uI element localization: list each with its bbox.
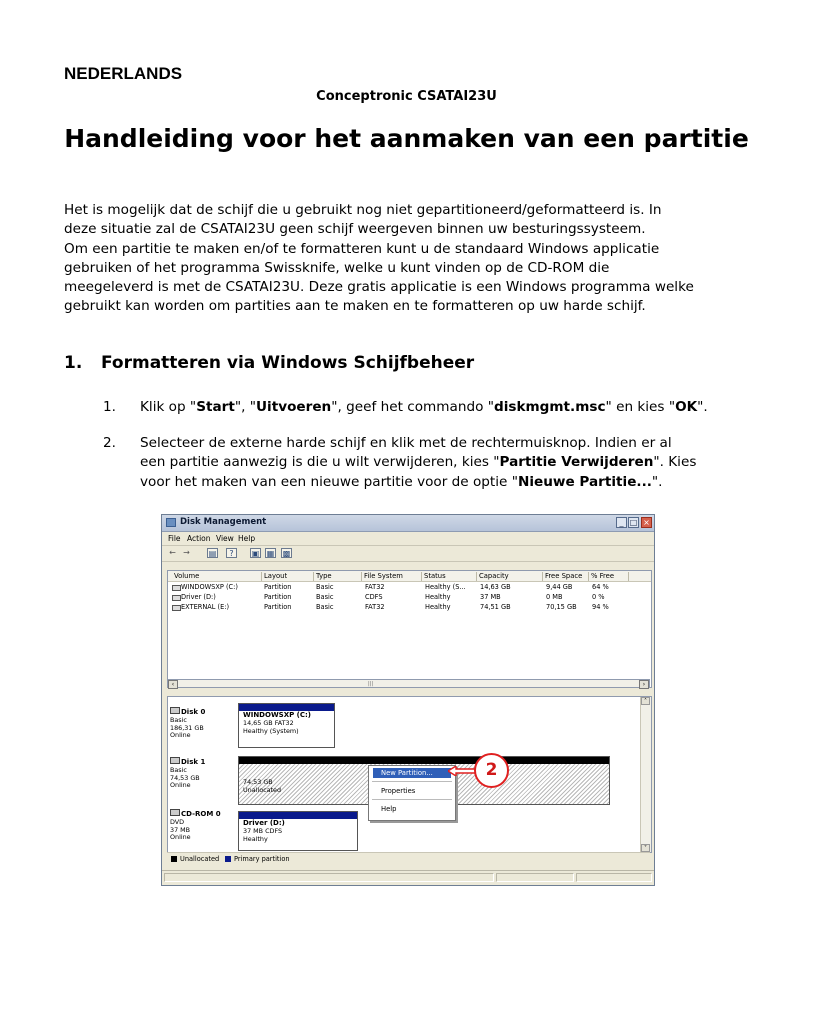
text: ". <box>651 473 663 490</box>
forward-arrow-icon[interactable]: → <box>183 548 190 557</box>
text: ". <box>697 399 708 415</box>
maximize-icon[interactable]: □ <box>629 518 638 527</box>
menu-item-properties[interactable]: Properties <box>381 787 416 795</box>
section-number: 1. <box>64 353 83 373</box>
status-segment <box>576 873 652 882</box>
volume-type: Basic <box>316 583 334 591</box>
partition-status: Healthy (System) <box>243 726 299 735</box>
callout-number: 2 <box>474 753 509 788</box>
column-header[interactable]: Type <box>314 572 362 581</box>
legend-label: Primary partition <box>234 855 290 863</box>
disk-label[interactable] <box>170 707 236 740</box>
intro-line: Het is mogelijk dat de schijf die u gebruikt nog niet gepartitioneerd/geformatteerd is. In <box>64 202 662 218</box>
volume-status: Healthy <box>425 603 451 611</box>
disk-label[interactable] <box>170 809 236 842</box>
menu-separator <box>372 799 452 800</box>
disk-management-icon <box>166 518 176 527</box>
volume-name: EXTERNAL (E:) <box>172 603 229 611</box>
disk-icon <box>170 707 180 714</box>
primary-partition-stripe <box>239 812 357 819</box>
volume-status: Healthy <box>425 593 451 601</box>
disk-size: 186,31 GB <box>170 723 204 732</box>
text: ", geef het commando " <box>331 399 494 415</box>
intro-line: gebruiken of het programma Swissknife, welke u kunt vinden op de CD-ROM die <box>64 259 610 276</box>
volume-layout: Partition <box>264 593 292 601</box>
menu-help[interactable]: Help <box>238 534 256 543</box>
close-icon[interactable]: × <box>641 517 652 528</box>
callout-arrow-icon <box>448 766 476 776</box>
bold-term: OK <box>675 399 698 415</box>
partition-name: WINDOWSXP (C:) <box>243 711 312 719</box>
menu-separator <box>372 781 452 782</box>
disk-name: CD-ROM 0 <box>181 810 221 818</box>
column-header[interactable]: Status <box>422 572 477 581</box>
text: " en kies " <box>605 399 676 415</box>
help-icon[interactable]: ▣ <box>251 549 260 558</box>
minimize-icon[interactable]: _ <box>616 517 627 528</box>
window-title: Disk Management <box>180 517 267 527</box>
connect-icon[interactable]: ▦ <box>266 549 275 558</box>
volume-row[interactable] <box>168 602 651 612</box>
step-2 <box>103 434 763 492</box>
intro-line: deze situatie zal de CSATAI23U geen schijf weergeven binnen uw besturingssysteem. <box>64 221 646 238</box>
status-segment <box>496 873 574 882</box>
properties-icon[interactable]: ? <box>226 548 237 558</box>
disk-kind: Basic <box>170 765 187 774</box>
vertical-scrollbar[interactable] <box>640 697 651 852</box>
text: een partitie aanwezig is die u wilt verwijderen, kies " <box>140 454 500 471</box>
column-header[interactable]: Layout <box>262 572 314 581</box>
volume-fs: FAT32 <box>365 583 385 591</box>
intro-line: Om een partitie te maken en/of te formatteren kunt u de standaard Windows applicatie <box>64 240 660 257</box>
volume-pct-free: 64 % <box>592 583 609 591</box>
toolbar <box>162 546 654 562</box>
text: ", " <box>234 399 257 415</box>
volume-row[interactable] <box>168 592 651 602</box>
intro-line: gebruikt kan worden om partities aan te maken en te formatteren op uw harde schijf. <box>64 298 646 315</box>
disk-state: Online <box>170 833 191 842</box>
partition-status: Healthy <box>243 834 268 843</box>
volume-status: Healthy (S... <box>425 583 466 591</box>
volume-layout: Partition <box>264 603 292 611</box>
step-1 <box>103 398 763 417</box>
console-tree-icon[interactable]: ▤ <box>208 549 217 558</box>
unallocated-swatch <box>171 856 177 862</box>
menu-view[interactable]: View <box>216 534 234 543</box>
intro-paragraph <box>64 201 764 317</box>
bold-term: Uitvoeren <box>256 399 332 415</box>
disk-state: Online <box>170 731 191 740</box>
partition-info: 74,53 GB <box>243 778 273 786</box>
document-title: Handleiding voor het aanmaken van een partitie <box>64 124 749 153</box>
volume-type: Basic <box>316 603 334 611</box>
disk-kind: DVD <box>170 817 185 826</box>
partition-block[interactable] <box>238 811 358 851</box>
volume-name: WINDOWSXP (C:) <box>172 583 238 591</box>
step-text <box>140 434 763 492</box>
context-menu <box>368 765 456 821</box>
window-titlebar <box>162 515 654 532</box>
cdrom-icon <box>170 809 180 816</box>
menu-action[interactable]: Action <box>187 534 211 543</box>
intro-line: meegeleverd is met de CSATAI23U. Deze gratis applicatie is een Windows programma welke <box>64 279 694 296</box>
partition-block[interactable] <box>238 703 335 748</box>
volume-pct-free: 94 % <box>592 603 609 611</box>
partition-info: 14,65 GB FAT32 <box>243 718 294 727</box>
column-header[interactable]: Free Space <box>543 572 589 581</box>
legend-label: Unallocated <box>180 855 220 863</box>
section-heading <box>64 353 474 373</box>
section-title: Formatteren via Windows Schijfbeheer <box>101 353 475 373</box>
horizontal-scrollbar[interactable] <box>167 679 650 688</box>
text: Klik op " <box>140 399 197 415</box>
volume-capacity: 14,63 GB <box>480 583 511 591</box>
status-bar <box>162 870 654 885</box>
column-header[interactable]: Volume <box>172 572 262 581</box>
column-header[interactable]: File System <box>362 572 422 581</box>
volume-capacity: 37 MB <box>480 593 501 601</box>
volume-layout: Partition <box>264 583 292 591</box>
menu-item-help[interactable]: Help <box>381 805 397 813</box>
volume-free: 70,15 GB <box>546 603 577 611</box>
volume-fs: CDFS <box>365 593 383 601</box>
product-name: Conceptronic CSATAI23U <box>316 89 497 104</box>
bold-term: Partitie Verwijderen <box>499 454 654 471</box>
step-text <box>140 398 763 417</box>
volume-capacity: 74,51 GB <box>480 603 511 611</box>
bold-term: Nieuwe Partitie... <box>517 473 652 490</box>
volume-name: Driver (D:) <box>172 593 216 601</box>
step-line <box>140 473 763 492</box>
partition-status: Unallocated <box>243 785 282 794</box>
scroll-up-icon[interactable]: ˄ <box>641 697 650 705</box>
settings-icon[interactable]: ▩ <box>282 549 291 558</box>
back-arrow-icon[interactable]: ← <box>169 548 176 557</box>
scroll-right-icon[interactable]: › <box>639 680 649 689</box>
bold-term: diskmgmt.msc <box>493 399 606 415</box>
volume-type: Basic <box>316 593 334 601</box>
menu-bar <box>162 532 654 546</box>
step-line <box>140 453 763 472</box>
text: ". Kies <box>653 454 697 471</box>
disk-kind: Basic <box>170 715 187 724</box>
volume-list-header <box>168 571 651 582</box>
volume-list <box>167 570 652 688</box>
language-heading: NEDERLANDS <box>64 64 183 83</box>
legend <box>167 852 650 865</box>
primary-swatch <box>225 856 231 862</box>
text: voor het maken van een nieuwe partitie voor de optie " <box>140 473 518 490</box>
column-header[interactable]: % Free <box>589 572 629 581</box>
volume-row[interactable] <box>168 582 651 592</box>
disk-size: 37 MB <box>170 825 191 834</box>
disk-state: Online <box>170 781 191 790</box>
volume-pct-free: 0 % <box>592 593 605 601</box>
unallocated-stripe <box>239 757 609 764</box>
disk-label[interactable] <box>170 757 236 790</box>
scroll-down-icon[interactable]: ˅ <box>641 844 650 852</box>
step-number: 1. <box>103 399 116 415</box>
step-line: Selecteer de externe harde schijf en klik met de rechtermuisknop. Indien er al <box>140 435 672 451</box>
partition-name: Driver (D:) <box>243 819 285 827</box>
scroll-grip-icon[interactable]: ||| <box>368 681 374 687</box>
volume-free: 9,44 GB <box>546 583 573 591</box>
status-segment <box>164 873 494 882</box>
scroll-left-icon[interactable]: ‹ <box>168 680 178 689</box>
column-header[interactable]: Capacity <box>477 572 543 581</box>
menu-item-new-partition[interactable]: New Partition... <box>373 768 451 778</box>
primary-partition-stripe <box>239 704 334 711</box>
disk-name: Disk 0 <box>181 708 206 716</box>
bold-term: Start <box>196 399 235 415</box>
volume-fs: FAT32 <box>365 603 385 611</box>
partition-info: 37 MB CDFS <box>243 826 283 835</box>
menu-file[interactable]: File <box>168 534 181 543</box>
step-number: 2. <box>103 435 116 451</box>
volume-free: 0 MB <box>546 593 563 601</box>
disk-name: Disk 1 <box>181 758 206 766</box>
disk-icon <box>170 757 180 764</box>
disk-size: 74,53 GB <box>170 773 200 782</box>
disk-management-screenshot <box>161 514 655 886</box>
